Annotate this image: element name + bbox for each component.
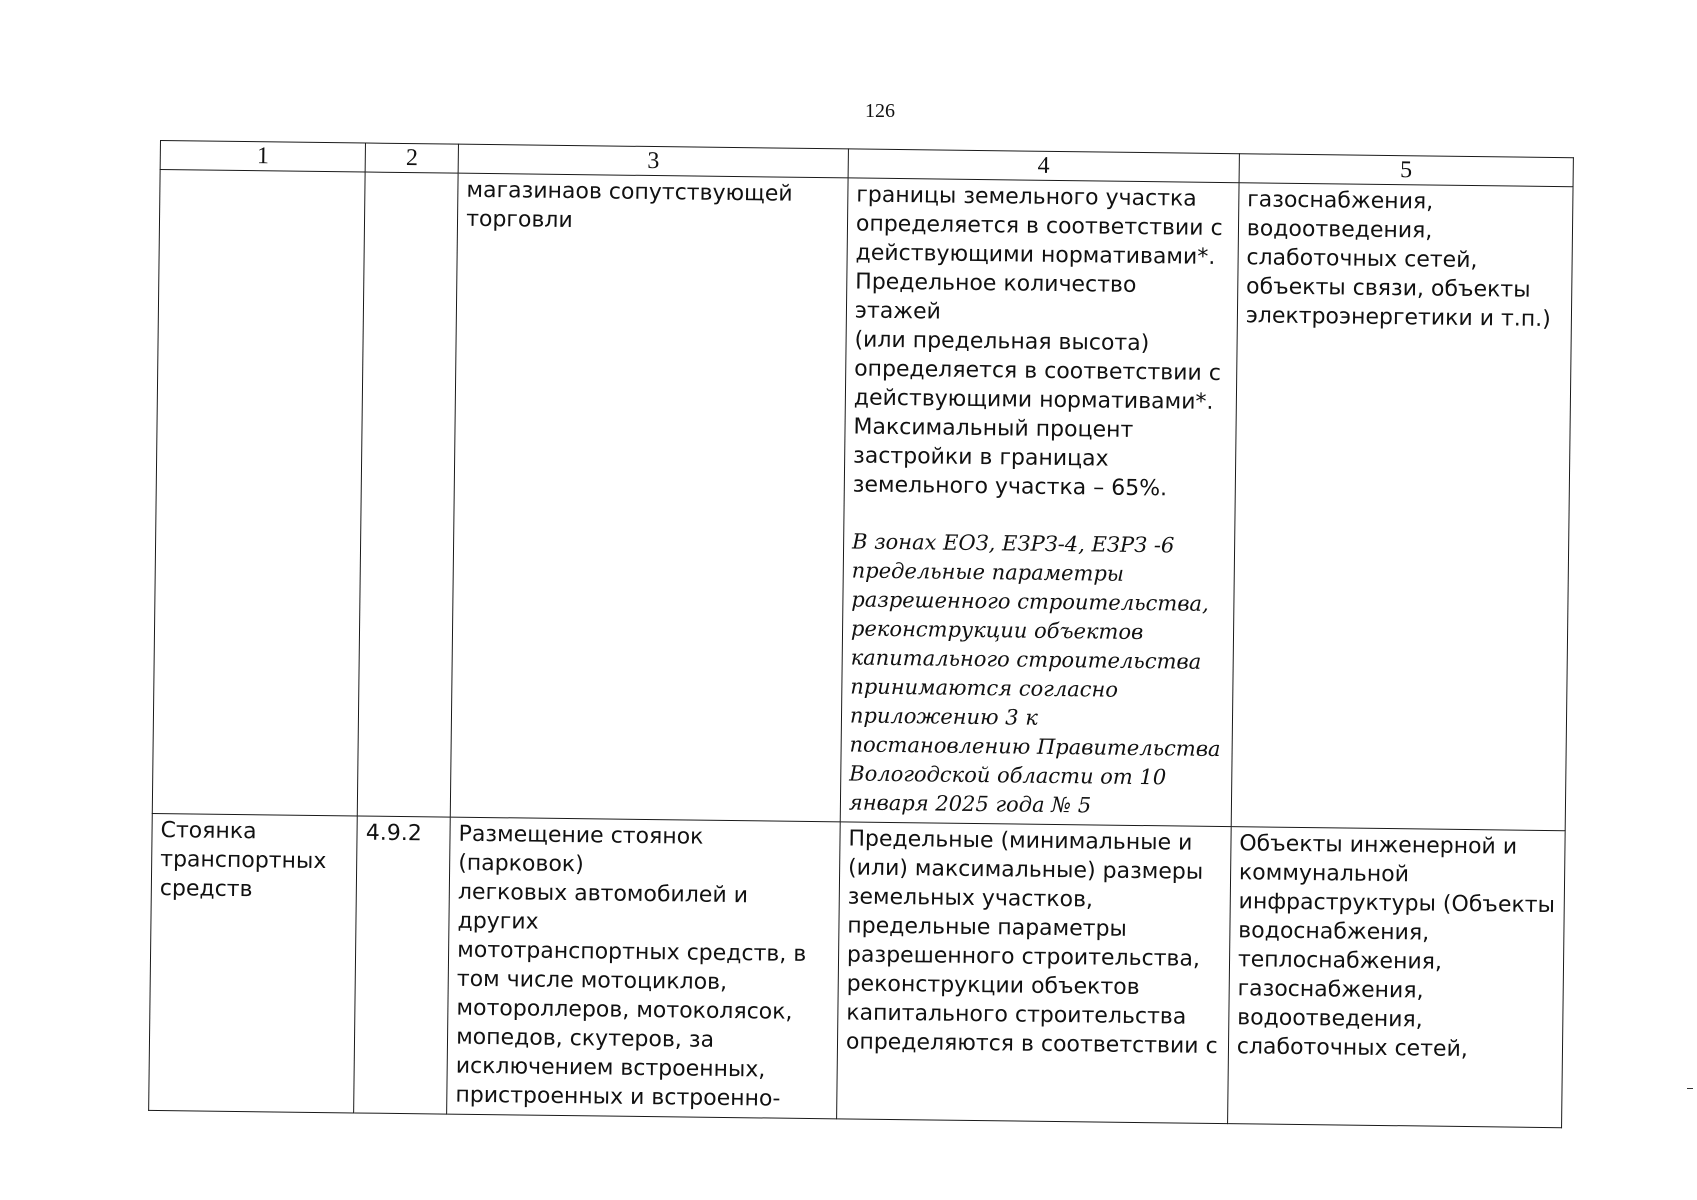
cell-text: Размещение стоянок (парковок) легковых автомобилей и других мототранспортных средств, в том числе мотоциклов, мотороллеров, мотоколясок, мопедов, скутеров, за исключением встроенных, пристроенных и встроенно- [455,821,807,1112]
cell-text: Стоянка транспортных средств [159,818,327,903]
cell-description [447,817,840,1119]
cell-text: магазинаов сопутствующей торговли [465,177,793,234]
page-number: 126 [865,100,895,122]
cell-objects [1227,827,1565,1128]
cell-objects [1231,183,1573,831]
cell-text: Объекты инженерной и коммунальной инфраструктуры (Объекты водоснабжения, теплоснабжения, газоснабжения, водоотведения, слаботочных сетей, [1236,831,1556,1063]
zone-note: В зонах ЕОЗ, ЕЗРЗ-4, ЕЗРЗ -6 предельные параметры разрешенного строительства, реконструкции объектов капитального строительства принимаются согласно приложению 3 к постановлению Правительства Вологодской области от 10 января 2025 года № 5 [848,529,1221,818]
cell-description [450,173,848,822]
cell-text [169,172,357,174]
column-header-1: 1 [160,141,366,173]
column-header-5: 5 [1239,154,1573,187]
cell-parameters [840,178,1239,827]
cell-text [374,175,450,176]
cell-text: газоснабжения, водоотведения, слаботочных сетей, объекты связи, объекты электроэнергетики и т.п.) [1245,187,1551,333]
cell-code [358,172,459,817]
table-row-continuation [152,170,1573,831]
cell-land-use-type [149,813,358,1112]
column-header-2: 2 [365,143,458,173]
table-row-parking [149,813,1566,1127]
cell-text: Предельные (минимальные и (или) максимальные) размеры земельных участков, предельные параметры разрешенного строительства, реконструкции объектов капитального строительства определяются в соответствии с [845,826,1218,1059]
cell-land-use-type [152,170,365,816]
cell-code [354,816,450,1114]
cell-text: границы земельного участка определяется в соответствии с действующими нормативами*. Предельное количество этажей (или предельная высота) определяется в соответствии с действующими нормативами*. Максимальный процент застройки в границах земельного участка – 65%. [852,182,1223,502]
cell-text: 4.9.2 [365,820,422,847]
scan-edge-mark [1687,1088,1693,1089]
cell-parameters [837,822,1232,1124]
column-header-3: 3 [458,144,848,178]
column-header-4: 4 [848,149,1239,183]
regulations-table [148,140,1574,1128]
